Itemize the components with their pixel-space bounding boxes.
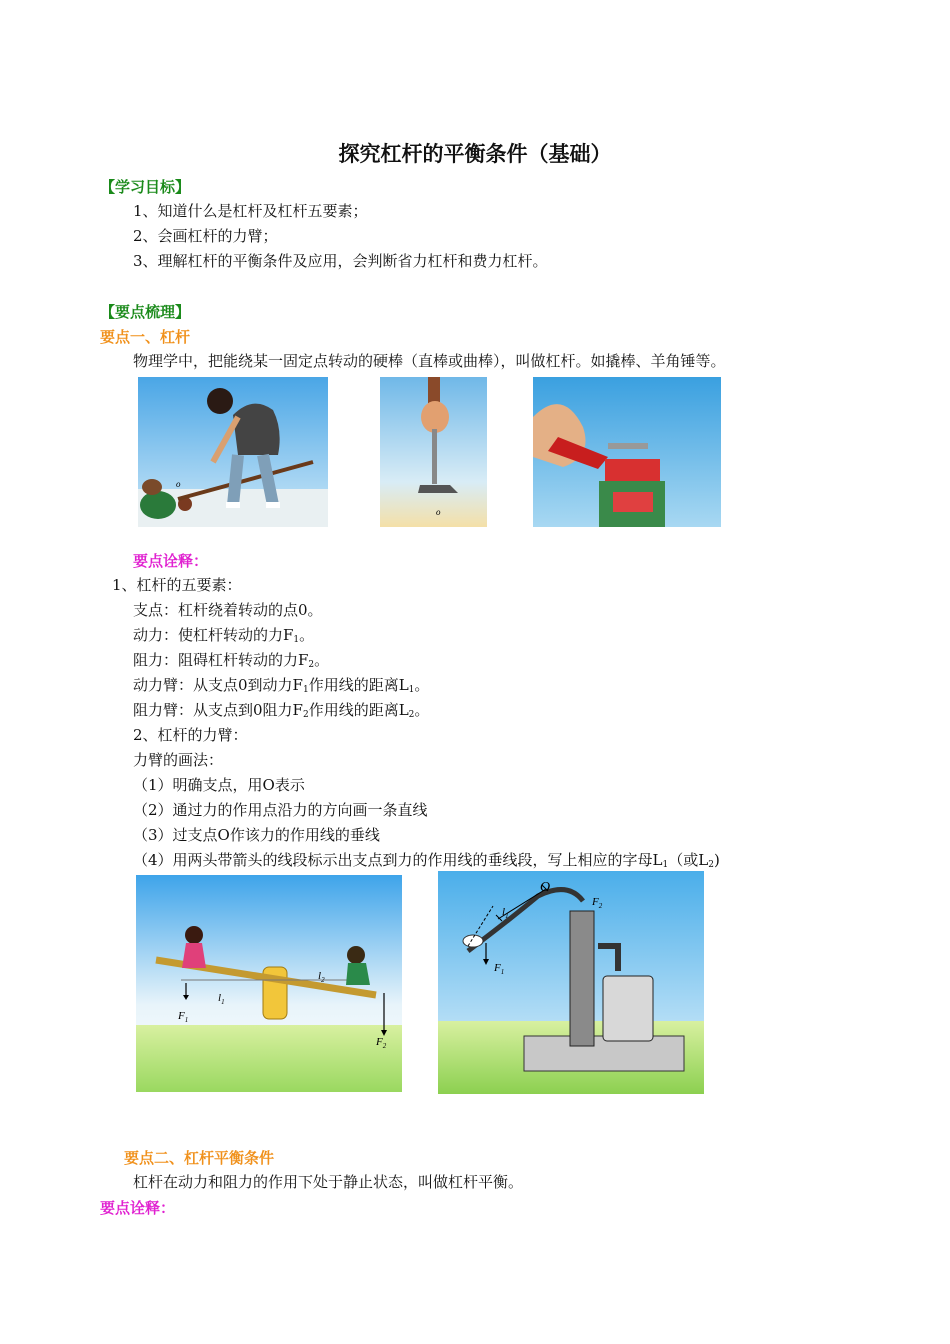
effort-end: 。 [299, 626, 315, 644]
point1-intro: 物理学中，把能绕某一固定点转动的硬棒（直棒或曲棒），叫做杠杆。如撬棒、羊角锤等。 [133, 352, 726, 370]
step4-sub: 1 [662, 860, 669, 870]
resist-text: 阻力：阻碍杠杆转动的力F [133, 651, 309, 669]
goal-item: 1、知道什么是杠杆及杠杆五要素； [133, 202, 368, 220]
point2-heading: 要点二、杠杆平衡条件 [124, 1149, 275, 1167]
page-title: 探究杠杆的平衡条件（基础） [338, 141, 612, 166]
goal-item: 3、理解杠杆的平衡条件及应用，会判断省力杠杆和费力杠杆。 [133, 252, 548, 270]
l1-sub: 1 [505, 912, 509, 920]
goal-item: 2、会画杠杆的力臂； [133, 227, 278, 245]
l2-label: l [318, 970, 322, 982]
earm-end: 。 [414, 676, 430, 694]
five-elements-heading: 1、杠杆的五要素： [112, 576, 242, 594]
resist-end: 。 [314, 651, 330, 669]
fulcrum-label: o [436, 507, 441, 517]
goals-heading: 【学习目标】 [100, 178, 191, 196]
step4-text: （或L [668, 851, 709, 869]
f2-label: F [592, 896, 599, 908]
pivot-label: O [540, 880, 551, 895]
f2-label: F [376, 1036, 383, 1048]
f1-sub: 1 [500, 968, 505, 976]
resistance-arm-def [133, 700, 429, 725]
step4-text: （4）用两头带箭头的线段标示出支点到力的作用线的垂线段，写上相应的字母L [133, 851, 663, 869]
seesaw-figure [136, 875, 402, 1092]
earm-sub: 1 [408, 685, 415, 695]
point1-heading: 要点一、杠杆 [100, 328, 191, 346]
effort-def [133, 625, 314, 650]
fulcrum-label: o [176, 479, 181, 489]
l1-sub: 1 [221, 998, 225, 1006]
resist-sub: 2 [308, 660, 315, 670]
hammer-photo [380, 377, 487, 527]
earm-text: 动力臂：从支点0到动力F [133, 676, 303, 694]
fulcrum-def: 支点：杠杆绕着转动的点0。 [133, 601, 323, 619]
rarm-text: 阻力臂：从支点到0阻力F [133, 701, 303, 719]
rarm-sub: 2 [302, 710, 309, 720]
f2-sub: 2 [382, 1042, 387, 1050]
earm-text: 作用线的距离L [308, 676, 409, 694]
l1-label: l [218, 992, 222, 1004]
effort-arm-def [133, 675, 429, 700]
effort-text: 动力：使杠杆转动的力F [133, 626, 294, 644]
bottle-opener-photo [533, 377, 721, 527]
earm-sub: 1 [302, 685, 309, 695]
l1-label: l [502, 906, 506, 918]
arm-heading: 2、杠杆的力臂： [133, 726, 248, 744]
arm-method: 力臂的画法： [133, 751, 224, 769]
rarm-sub: 2 [408, 710, 415, 720]
effort-sub: 1 [293, 635, 300, 645]
crowbar-photo [138, 377, 328, 527]
point2-explain-heading: 要点诠释： [100, 1199, 176, 1217]
arm-step: （1）明确支点，用O表示 [133, 776, 305, 794]
l2-sub: 2 [321, 976, 325, 984]
arm-step: （2）通过力的作用点沿力的方向画一条直线 [133, 801, 428, 819]
rarm-end: 。 [414, 701, 430, 719]
rarm-text: 作用线的距离L [308, 701, 409, 719]
f1-sub: 1 [184, 1016, 189, 1024]
step4-end: ) [713, 851, 720, 869]
resistance-def [133, 650, 329, 675]
arm-step: （3）过支点O作该力的作用线的垂线 [133, 826, 380, 844]
points-heading: 【要点梳理】 [100, 303, 191, 321]
point2-intro: 杠杆在动力和阻力的作用下处于静止状态，叫做杠杆平衡。 [133, 1173, 524, 1191]
step4-sub: 2 [708, 860, 714, 870]
f1-label: F [178, 1010, 185, 1022]
f2-sub: 2 [598, 902, 603, 910]
water-pump-figure [438, 871, 704, 1094]
point1-explain-heading: 要点诠释： [133, 552, 209, 570]
f1-label: F [494, 962, 501, 974]
